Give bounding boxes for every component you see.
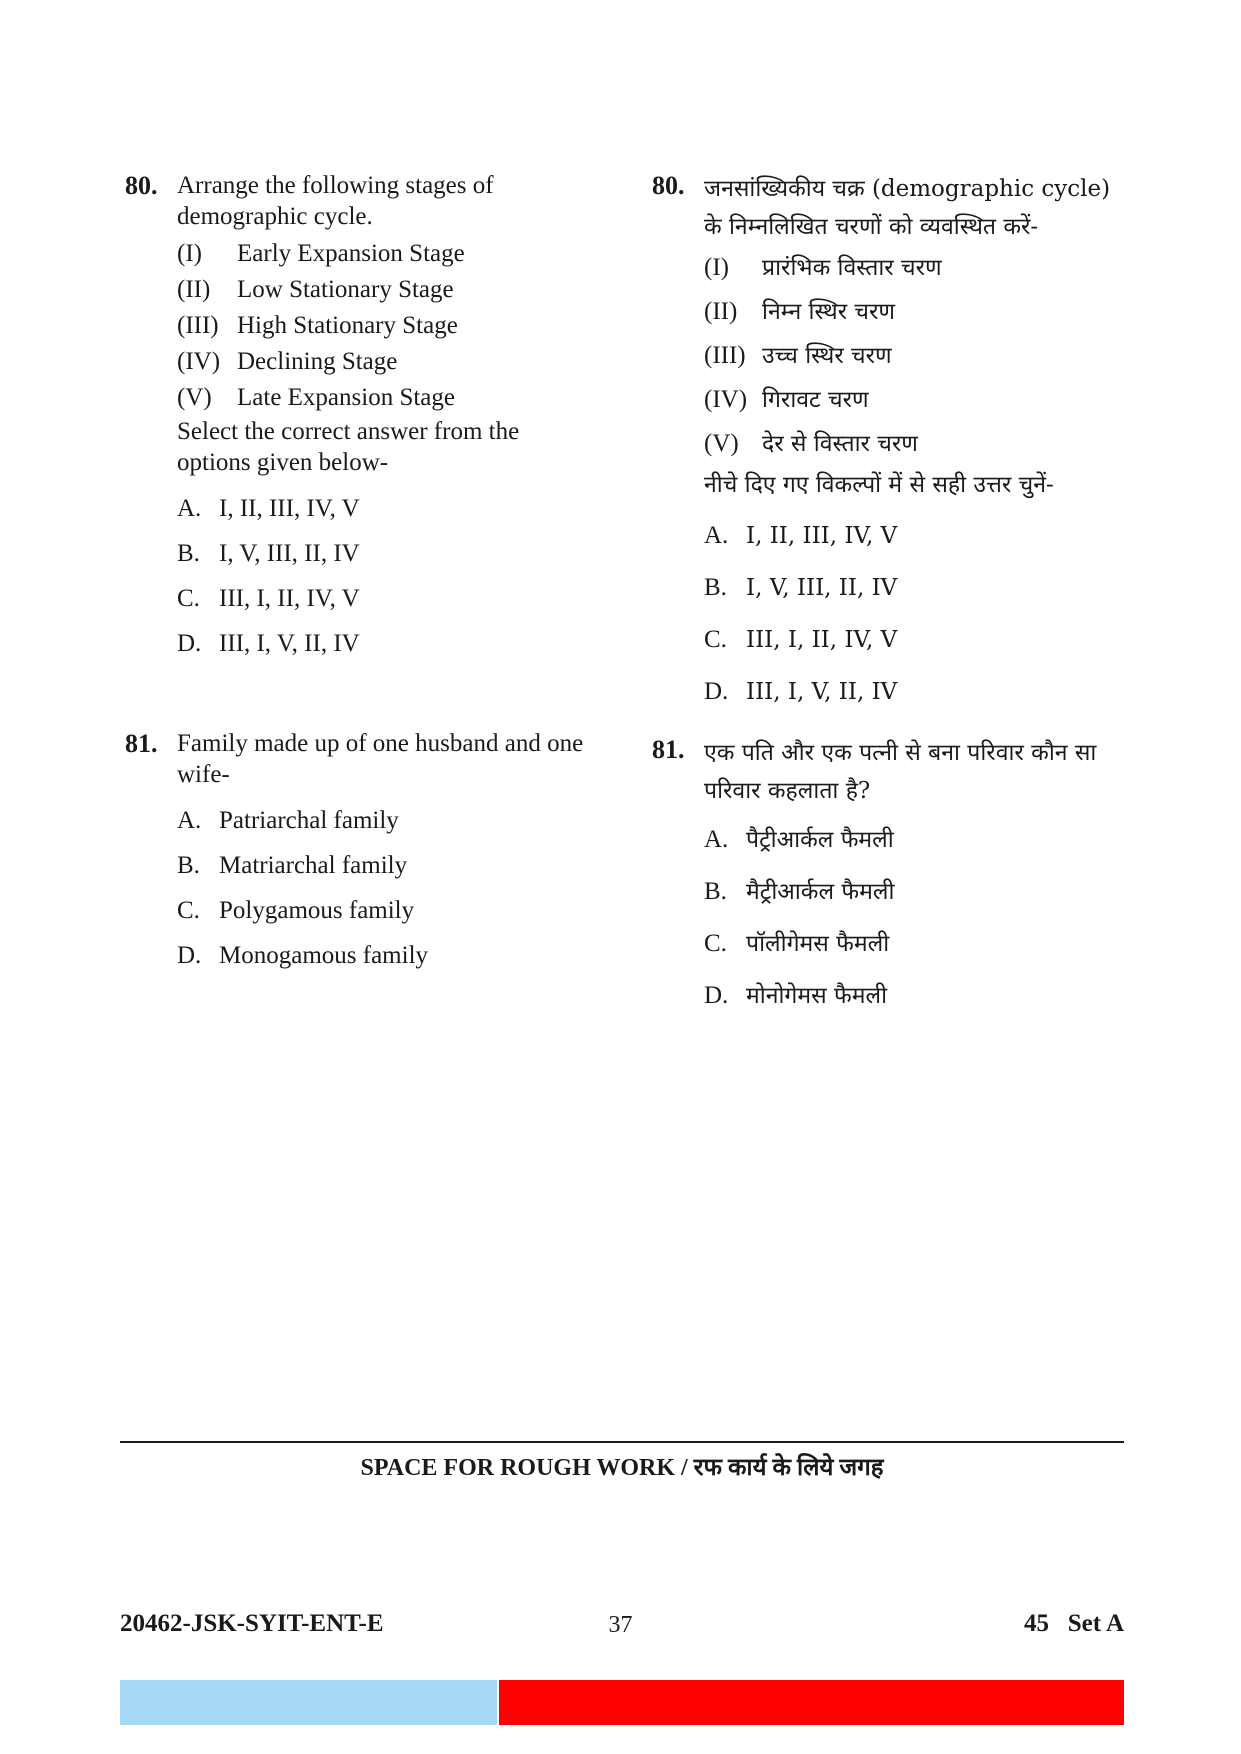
answer-option[interactable] — [704, 666, 1132, 718]
stage-text: Declining Stage — [237, 348, 398, 375]
option-text: Monogamous family — [219, 942, 429, 969]
answer-option[interactable] — [177, 486, 595, 531]
question-stem: जनसांख्यिकीय चक्र (demographic cycle) के निम्नलिखित चरणों को व्यवस्थित करें- — [704, 176, 1111, 240]
stage-item — [704, 378, 1132, 422]
option-letter: D. — [704, 678, 729, 705]
option-text: III, I, II, IV, V — [746, 627, 898, 653]
option-text: I, V, III, II, IV — [746, 575, 898, 601]
divider-rule — [120, 1441, 1124, 1443]
color-bar-blue — [120, 1680, 497, 1725]
option-letter: B. — [704, 574, 727, 601]
answer-option[interactable] — [704, 510, 1132, 562]
stage-item — [704, 334, 1132, 378]
option-letter: A. — [177, 807, 202, 834]
stage-numeral: (I) — [177, 240, 202, 267]
option-letter: C. — [704, 626, 727, 653]
answer-option[interactable] — [704, 614, 1132, 666]
option-letter: C. — [177, 585, 200, 612]
question-number: 81. — [125, 729, 158, 758]
question-stem: Arrange the following stages of demographic cycle. — [177, 172, 494, 230]
stage-numeral: (II) — [704, 298, 738, 325]
question-stem: एक पति और एक पत्नी से बना परिवार कौन सा परिवार कहलाता है? — [704, 740, 1097, 804]
english-column — [125, 170, 595, 978]
answer-option[interactable] — [177, 933, 595, 978]
option-text: I, II, III, IV, V — [746, 523, 898, 549]
option-text: III, I, II, IV, V — [219, 585, 360, 612]
stage-text: उच्च स्थिर चरण — [762, 343, 892, 369]
color-bar-red — [499, 1680, 1124, 1725]
stage-text: प्रारंभिक विस्तार चरण — [762, 255, 942, 281]
answer-option[interactable] — [177, 576, 595, 621]
answer-option[interactable] — [704, 918, 1132, 970]
option-letter: A. — [177, 495, 202, 522]
answer-option[interactable] — [704, 562, 1132, 614]
stage-numeral: (V) — [704, 430, 739, 457]
option-letter: B. — [177, 540, 200, 567]
answer-option[interactable] — [704, 970, 1132, 1022]
page-number: 37 — [608, 1612, 633, 1638]
question-80-en — [125, 170, 595, 666]
stage-numeral: (IV) — [704, 386, 748, 413]
option-letter: D. — [177, 942, 202, 969]
answer-option[interactable] — [177, 798, 595, 843]
option-text: Polygamous family — [219, 897, 415, 924]
option-letter: C. — [704, 930, 727, 957]
option-text: मोनोगेमस फैमली — [746, 983, 888, 1009]
option-text: I, V, III, II, IV — [219, 540, 360, 567]
option-letter: B. — [704, 878, 727, 905]
option-letter: D. — [704, 982, 729, 1009]
stage-item — [177, 380, 595, 416]
question-number: 80. — [125, 171, 158, 200]
paper-code: 20462-JSK-SYIT-ENT-E — [120, 1610, 384, 1637]
stage-item — [177, 272, 595, 308]
stage-item — [704, 290, 1132, 334]
stage-item — [177, 308, 595, 344]
stage-numeral: (III) — [177, 312, 219, 339]
stage-numeral: (III) — [704, 342, 746, 369]
stage-text: गिरावट चरण — [762, 387, 869, 413]
answer-option[interactable] — [704, 814, 1132, 866]
option-text: Patriarchal family — [219, 807, 399, 834]
option-text: पॉलीगेमस फैमली — [746, 931, 890, 957]
stage-item — [704, 422, 1132, 466]
option-letter: A. — [704, 826, 729, 853]
hindi-column — [652, 170, 1132, 1022]
instruction-text: नीचे दिए गए विकल्पों में से सही उत्तर चुनें- — [704, 472, 1054, 498]
question-number: 80. — [652, 171, 685, 200]
answer-option[interactable] — [177, 888, 595, 933]
option-letter: A. — [704, 522, 729, 549]
answer-option[interactable] — [177, 843, 595, 888]
option-letter: C. — [177, 897, 200, 924]
question-number: 81. — [652, 735, 685, 764]
question-81-hi — [652, 734, 1132, 1022]
stage-text: High Stationary Stage — [237, 312, 458, 339]
option-letter: B. — [177, 852, 200, 879]
stage-text: Early Expansion Stage — [237, 240, 465, 267]
stage-numeral: (IV) — [177, 348, 221, 375]
option-text: III, I, V, II, IV — [219, 630, 360, 657]
answer-option[interactable] — [177, 621, 595, 666]
stage-text: देर से विस्तार चरण — [762, 431, 918, 457]
stage-item — [177, 236, 595, 272]
stage-numeral: (II) — [177, 276, 211, 303]
stage-text: Late Expansion Stage — [237, 384, 455, 411]
option-text: I, II, III, IV, V — [219, 495, 360, 522]
stage-text: Low Stationary Stage — [237, 276, 454, 303]
stage-item — [177, 344, 595, 380]
set-label: 45 Set A — [1024, 1610, 1124, 1637]
stage-item — [704, 246, 1132, 290]
answer-option[interactable] — [704, 866, 1132, 918]
stage-numeral: (I) — [704, 254, 729, 281]
answer-option[interactable] — [177, 531, 595, 576]
instruction-text: Select the correct answer from the options given below- — [177, 418, 520, 476]
question-80-hi — [652, 170, 1132, 718]
option-letter: D. — [177, 630, 202, 657]
stage-numeral: (V) — [177, 384, 212, 411]
rough-work-label: SPACE FOR ROUGH WORK / रफ कार्य के लिये जगह — [360, 1455, 884, 1481]
question-81-en — [125, 728, 595, 978]
question-stem: Family made up of one husband and one wife- — [177, 730, 584, 788]
option-text: पैट्रीआर्कल फैमली — [746, 827, 894, 853]
stage-text: निम्न स्थिर चरण — [762, 299, 896, 325]
option-text: III, I, V, II, IV — [746, 679, 898, 705]
option-text: Matriarchal family — [219, 852, 408, 879]
option-text: मैट्रीआर्कल फैमली — [746, 879, 895, 905]
